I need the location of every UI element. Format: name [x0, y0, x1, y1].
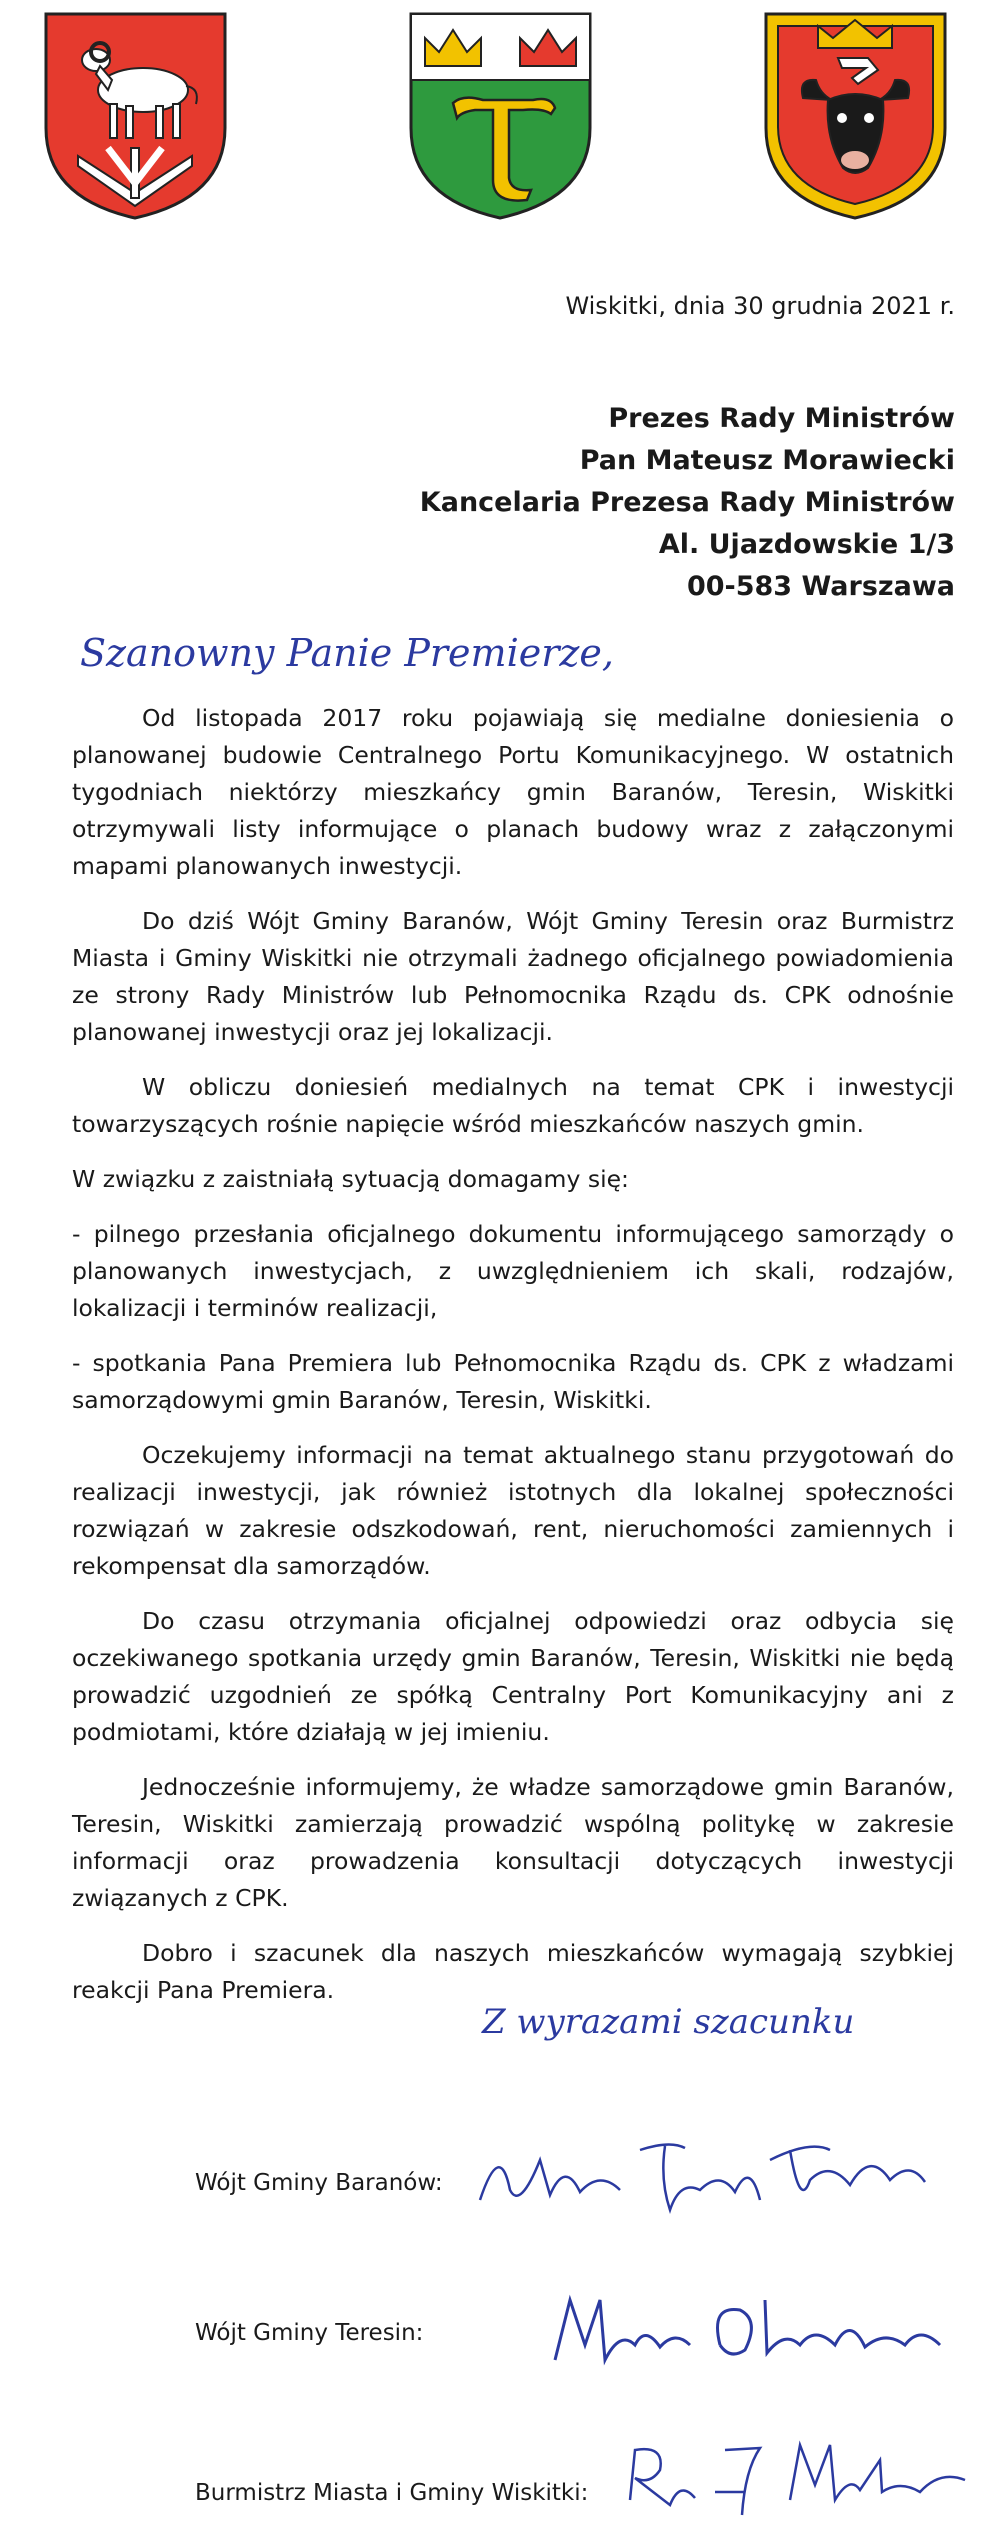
handwritten-salutation: [72, 614, 752, 694]
body-paragraph: Do czasu otrzymania oficjalnej odpowiedzi oraz odbycia się oczekiwanego spotkania urzędy gmin Baranów, Teresin, Wiskitki nie będą prowadzić uzgodnień ze spółką Centralny Port Komunikacyjny ani z podmiotami, które działają w jej imieniu.: [72, 1607, 954, 1746]
letter-date: Wiskitki, dnia 30 grudnia 2021 r.: [565, 292, 955, 320]
signatory-label: Burmistrz Miasta i Gminy Wiskitki:: [195, 2480, 589, 2506]
handwritten-signature: [470, 2120, 940, 2230]
handwritten-closing: [472, 1985, 992, 2055]
crowns-t-crest-icon: [403, 8, 598, 223]
closing-text: Z wyrazami szacunku: [482, 2002, 855, 2042]
signature-row: [0, 2420, 1000, 2540]
signatory-label: Wójt Gminy Teresin:: [195, 2320, 424, 2346]
body-paragraph: W obliczu doniesień medialnych na temat CPK i inwestycji towarzyszących rośnie napięcie wśród mieszkańców naszych gmin.: [72, 1073, 954, 1138]
handwritten-signature: [545, 2275, 955, 2385]
demand-item: - spotkania Pana Premiera lub Pełnomocnika Rządu ds. CPK z władzami samorządowymi gmin Baranów, Teresin, Wiskitki.: [72, 1349, 954, 1414]
body-paragraph: W związku z zaistniałą sytuacją domagamy się:: [72, 1165, 629, 1193]
demand-item: - pilnego przesłania oficjalnego dokumentu informującego samorządy o planowanych inwestycjach, z uwzględnieniem ich skali, rodzajów, lokalizacji i terminów realizacji,: [72, 1220, 954, 1322]
body-paragraph: Jednocześnie informujemy, że władze samorządowe gmin Baranów, Teresin, Wiskitki zamierzają prowadzić wspólną politykę w zakresie informacji oraz prowadzenia konsultacji dotyczących inwestycji związanych z CPK.: [72, 1773, 954, 1912]
recipient-line: Al. Ujazdowskie 1/3: [658, 529, 955, 560]
body-paragraph: Oczekujemy informacji na temat aktualnego stanu przygotowań do realizacji inwestycji, jak również istotnych dla lokalnej społeczności rozwiązań w zakresie odszkodowań, rent, nieruchomości zamiennych i rekompensat dla samorządów.: [72, 1441, 954, 1580]
recipient-line: Kancelaria Prezesa Rady Ministrów: [419, 487, 955, 518]
handwritten-signature: [620, 2420, 980, 2530]
recipient-line: Prezes Rady Ministrów: [608, 403, 955, 434]
recipient-line: 00-583 Warszawa: [686, 571, 955, 602]
recipient-line: Pan Mateusz Morawiecki: [579, 445, 955, 476]
ox-crest-icon: [758, 8, 953, 223]
letter-body: [72, 700, 954, 2027]
body-paragraph: Od listopada 2017 roku pojawiają się medialne doniesienia o planowanej budowie Centralnego Portu Komunikacyjnego. W ostatnich tygodniach niektórzy mieszkańcy gmin Baranów, Teresin, Wiskitki otrzymywali listy informujące o planach budowy wraz z załączonymi mapami planowanych inwestycji.: [72, 704, 954, 880]
recipient-address: [420, 398, 955, 608]
body-paragraph: Dobro i szacunek dla naszych mieszkańców wymagają szybkiej reakcji Pana Premiera.: [72, 1939, 954, 2004]
signature-row: [0, 2120, 1000, 2240]
ram-crest-icon: [38, 8, 233, 223]
body-paragraph: Do dziś Wójt Gminy Baranów, Wójt Gminy Teresin oraz Burmistrz Miasta i Gminy Wiskitki nie otrzymali żadnego oficjalnego powiadomienia ze strony Rady Ministrów lub Pełnomocnika Rządu ds. CPK odnośnie planowanej inwestycji oraz jej lokalizacji.: [72, 907, 954, 1046]
signatory-label: Wójt Gminy Baranów:: [195, 2170, 443, 2196]
signature-row: [0, 2275, 1000, 2395]
salutation-text: Szanowny Panie Premierze,: [80, 631, 614, 675]
